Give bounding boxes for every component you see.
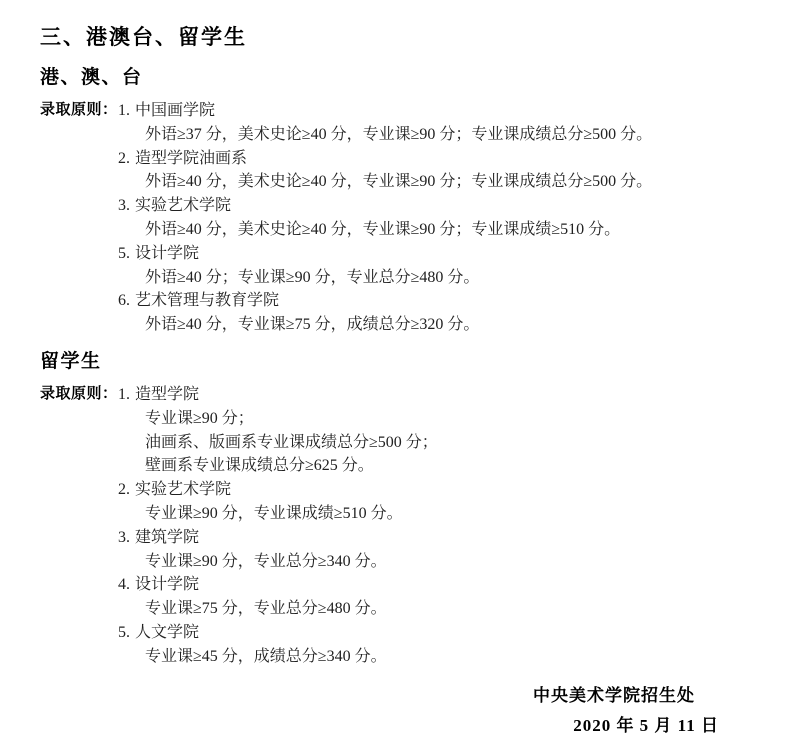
item-number: 2. [118,149,130,167]
item-number: 2. [118,481,130,499]
item-name: 造型学院油画系 [135,149,248,167]
item-name-line [118,621,765,645]
section-heading-intl: 留学生 [40,350,102,372]
item-detail: 专业课≥90 分； [145,409,254,427]
item-name: 设计学院 [135,576,200,594]
item-name: 建筑学院 [135,528,200,546]
item-detail: 外语≥40 分，美术史论≥40 分，专业课≥90 分；专业课成绩总分≥500 分。 [145,173,653,191]
list-item [118,242,765,290]
item-name: 设计学院 [135,244,200,262]
item-name-line [118,242,765,266]
item-name: 艺术管理与教育学院 [135,292,280,310]
item-name-line [118,289,765,313]
list-item [118,573,765,621]
item-name: 实验艺术学院 [135,481,232,499]
item-name: 造型学院 [135,385,200,403]
item-number: 3. [118,528,130,546]
list-item [118,194,765,242]
item-name-line [118,526,765,550]
principle-label: 录取原则： [40,102,118,118]
item-detail: 外语≥40 分，专业课≥75 分，成绩总分≥320 分。 [145,316,480,334]
list-item [118,99,765,147]
principle-block-hmt [40,99,765,337]
doc-title: 三、港澳台、留学生 [40,25,247,49]
item-number: 5. [118,623,130,641]
item-detail: 专业课≥90 分，专业课成绩≥510 分。 [145,504,403,522]
item-name-line [118,478,765,502]
item-detail: 壁画系专业课成绩总分≥625 分。 [145,457,374,475]
item-detail: 专业课≥75 分，专业总分≥480 分。 [145,600,387,618]
list-item [118,147,765,195]
principle-label: 录取原则： [40,385,118,402]
list-item [118,383,765,478]
item-detail: 油画系、版画系专业课成绩总分≥500 分； [145,433,438,451]
item-detail: 外语≥37 分，美术史论≥40 分，专业课≥90 分；专业课成绩总分≥500 分。 [145,125,653,143]
signature-block [40,681,765,741]
list-item [118,478,765,526]
signature-date: 2020 年 5 月 11 日 [573,715,719,735]
item-number: 1. [118,385,130,403]
item-number: 4. [118,576,130,594]
item-list-hmt [118,99,765,337]
signature-org: 中央美术学院招生处 [533,685,695,705]
list-item [118,289,765,337]
item-number: 1. [118,102,130,119]
item-name-line [118,147,765,171]
section-heading-hmt: 港、澳、台 [40,67,143,88]
item-name-line [118,99,765,123]
item-number: 6. [118,292,130,310]
item-number: 3. [118,197,130,215]
principle-block-intl [40,383,765,669]
item-detail: 专业课≥90 分，专业总分≥340 分。 [145,552,387,570]
item-name: 中国画学院 [135,102,216,119]
item-name-line [118,573,765,597]
list-item [118,526,765,574]
item-detail: 专业课≥45 分，成绩总分≥340 分。 [145,647,387,665]
item-number: 5. [118,244,130,262]
item-name: 实验艺术学院 [135,197,232,215]
item-name-line [118,383,765,407]
item-detail: 外语≥40 分，美术史论≥40 分，专业课≥90 分；专业课成绩≥510 分。 [145,220,621,238]
item-name-line [118,194,765,218]
item-detail: 外语≥40 分；专业课≥90 分，专业总分≥480 分。 [145,268,480,286]
list-item [118,621,765,669]
item-name: 人文学院 [135,623,200,641]
item-list-intl [118,383,765,669]
